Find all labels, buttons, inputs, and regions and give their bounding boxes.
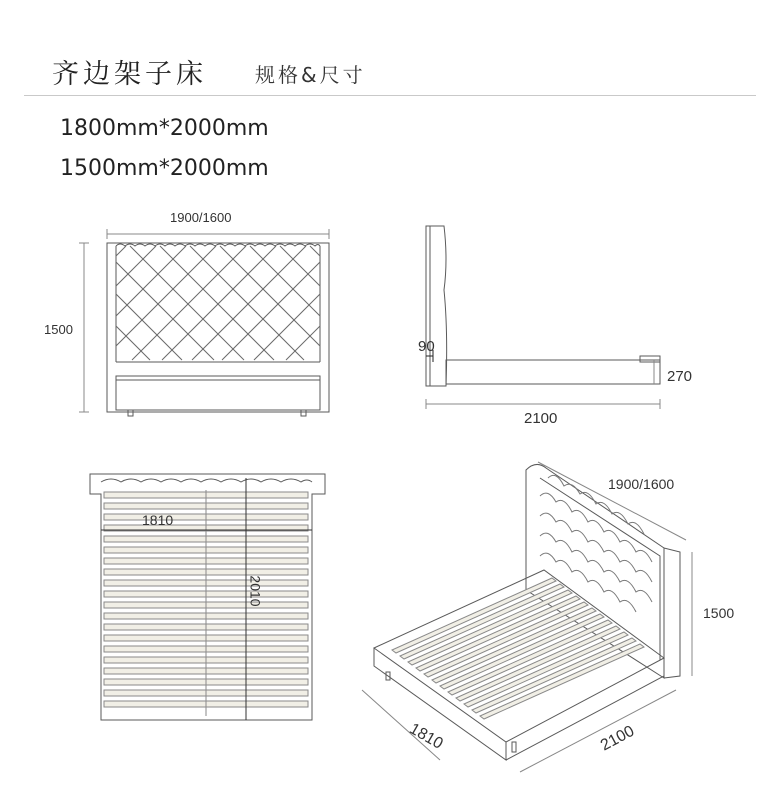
page-subtitle: 规格&尺寸 [255,63,366,87]
front-width-label: 1900/1600 [170,210,232,225]
perspective-depth-label: 1810 [406,720,446,753]
side-length-label: 2100 [524,410,558,427]
size-option-1500: 1500mm*2000mm [60,156,269,181]
side-thickness-label: 90 [418,338,435,355]
perspective-width-label: 1900/1600 [608,476,675,492]
side-view-drawing [426,226,660,409]
front-view-drawing [79,229,329,416]
top-view-drawing [90,474,325,720]
perspective-length-label: 2100 [597,722,638,755]
perspective-height-label: 1500 [703,605,735,621]
side-frame-height-label: 270 [667,368,693,385]
top-length-label: 2010 [247,575,264,607]
size-option-1800: 1800mm*2000mm [60,116,269,141]
front-height-label: 1500 [44,322,73,337]
page-title: 齐边架子床 [52,59,207,90]
top-width-label: 1810 [142,512,174,528]
